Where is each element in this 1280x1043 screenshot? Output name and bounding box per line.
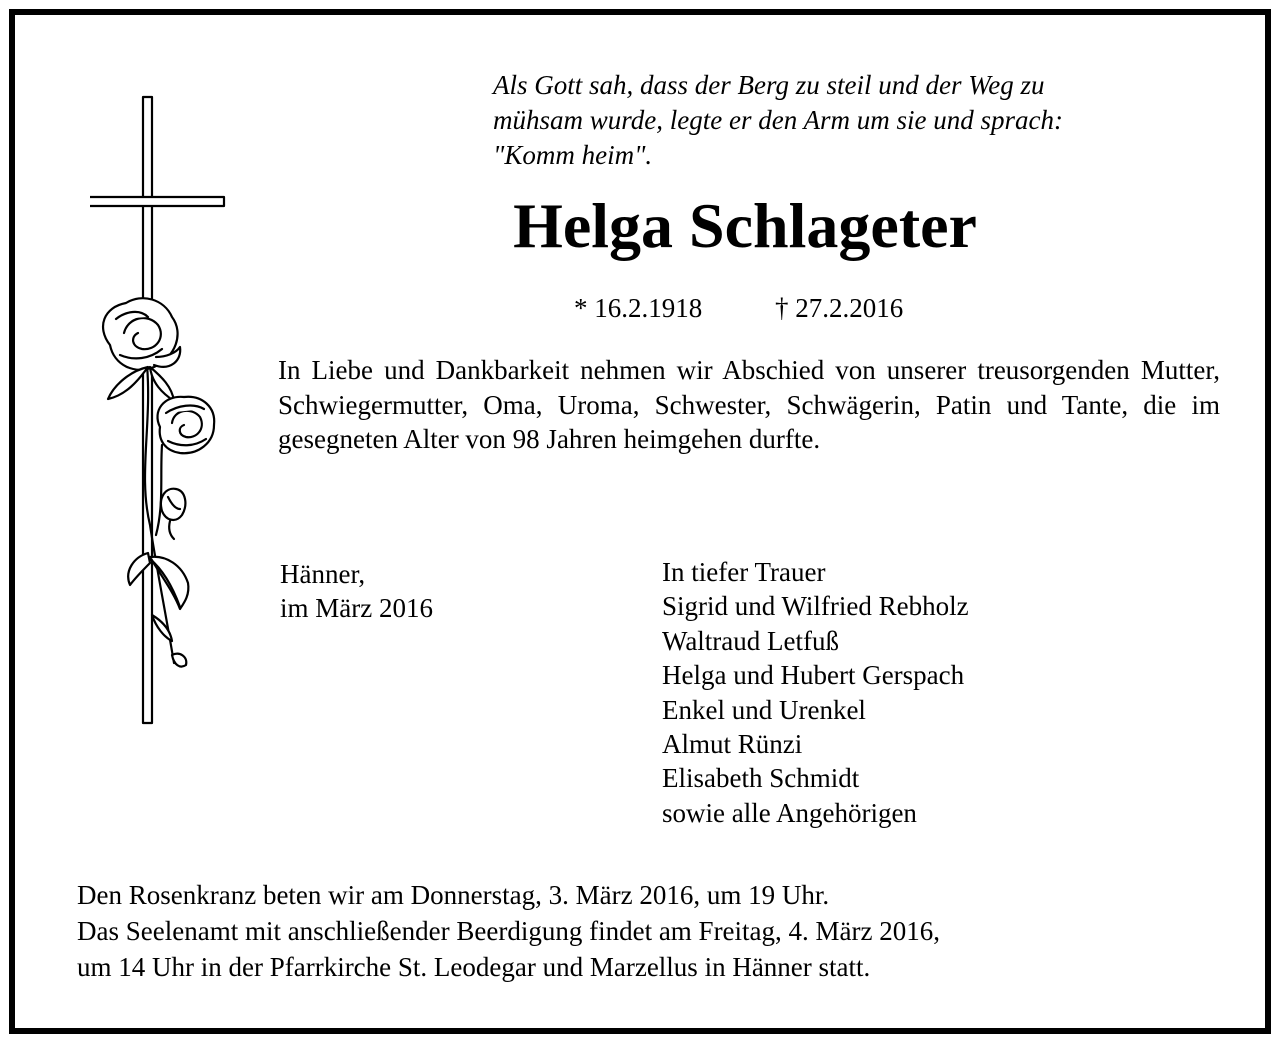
quote-line: Als Gott sah, dass der Berg zu steil und der Weg zu bbox=[493, 70, 1045, 100]
mourners-heading: In tiefer Trauer bbox=[662, 557, 826, 587]
birth-date: * 16.2.1918 bbox=[574, 293, 703, 323]
place-and-date bbox=[280, 557, 433, 625]
quote-line: mühsam wurde, legte er den Arm um sie und sprach: bbox=[493, 105, 1063, 135]
mourner-name: Almut Rünzi bbox=[662, 729, 803, 760]
place-line: Hänner, bbox=[280, 559, 366, 589]
mourner-name: Elisabeth Schmidt bbox=[662, 763, 860, 794]
deceased-name: Helga Schlageter bbox=[513, 190, 977, 261]
service-details bbox=[77, 877, 940, 985]
death-date: † 27.2.2016 bbox=[775, 293, 904, 323]
mourner-name: Sigrid und Wilfried Rebholz bbox=[662, 591, 969, 622]
mourner-name: sowie alle Angehörigen bbox=[662, 797, 917, 828]
service-line: Das Seelenamt mit anschließender Beerdigung findet am Freitag, 4. März 2016, bbox=[77, 916, 940, 946]
mourner-name: Helga und Hubert Gerspach bbox=[662, 660, 965, 691]
mourner-name: Enkel und Urenkel bbox=[662, 694, 866, 725]
quote-line: "Komm heim". bbox=[493, 140, 653, 170]
announcement-text: In Liebe und Dankbarkeit nehmen wir Abschied von unserer treusorgenden Mutter, Schwiegermutter, Oma, Uroma, Schwester, Schwägerin, Patin und Tante, die im gesegneten Alter von 98 Jahren heimgehen durfte. bbox=[278, 355, 1220, 454]
date-line: im März 2016 bbox=[280, 593, 433, 623]
mourner-name: Waltraud Letfuß bbox=[662, 625, 840, 656]
mourners-list bbox=[662, 555, 969, 830]
service-line: Den Rosenkranz beten wir am Donnerstag, 3. März 2016, um 19 Uhr. bbox=[77, 880, 830, 910]
service-line: um 14 Uhr in der Pfarrkirche St. Leodegar und Marzellus in Hänner statt. bbox=[77, 952, 871, 982]
opening-quote bbox=[493, 68, 1063, 173]
